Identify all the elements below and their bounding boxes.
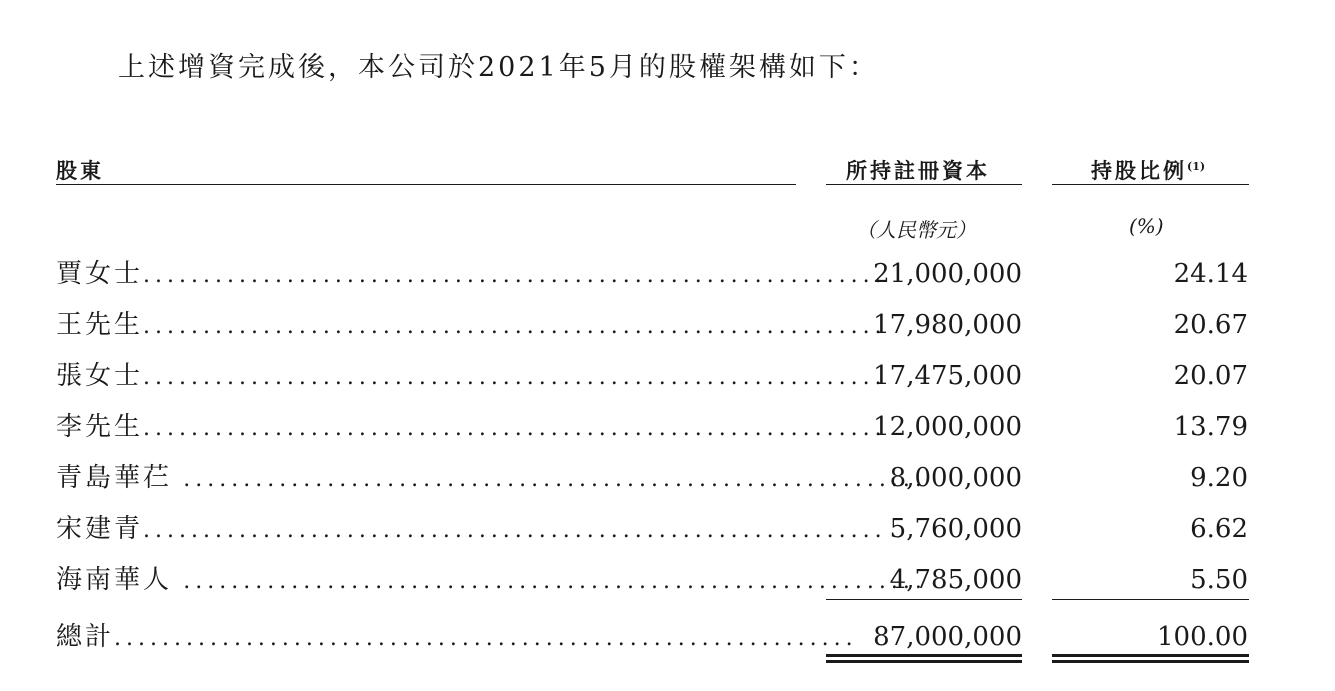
subtotal-rule-capital xyxy=(826,599,1022,600)
table-row xyxy=(0,560,1335,600)
row-name: 李先生 xyxy=(56,412,144,442)
header-rule-capital xyxy=(826,184,1022,185)
header-rule-shareholder xyxy=(56,184,796,185)
header-percent xyxy=(1091,155,1205,185)
leader-dots: .............................................................. xyxy=(143,263,887,288)
leader-dots: .............................................................. xyxy=(183,569,927,594)
leader-dots: .............................................................. xyxy=(183,467,927,492)
unit-percent: (%) xyxy=(1129,214,1164,238)
leader-dots: .............................................................. xyxy=(114,626,858,651)
row-capital: 12,000,000 xyxy=(873,412,1022,442)
footnote-marker: (1) xyxy=(1187,160,1206,173)
unit-capital: （人民幣元） xyxy=(856,218,976,242)
row-percent: 6.62 xyxy=(1190,514,1248,544)
leader-dots: .............................................................. xyxy=(143,314,887,339)
leader-dots: .............................................................. xyxy=(143,365,887,390)
row-percent: 5.50 xyxy=(1190,565,1248,595)
table-row xyxy=(0,356,1335,396)
row-percent: 13.79 xyxy=(1173,412,1248,442)
total-double-rule-percent xyxy=(1052,654,1249,663)
total-capital: 87,000,000 xyxy=(873,622,1022,652)
total-row xyxy=(0,617,1335,657)
row-name: 青島華芢 xyxy=(56,463,173,493)
header-capital: 所持註冊資本 xyxy=(846,158,990,183)
table-row xyxy=(0,407,1335,447)
row-capital: 4,785,000 xyxy=(889,565,1022,595)
table-row xyxy=(0,254,1335,294)
total-name: 總計 xyxy=(56,622,115,652)
row-percent: 24.14 xyxy=(1173,259,1248,289)
header-rule-percent xyxy=(1052,184,1249,185)
row-capital: 8,000,000 xyxy=(889,463,1022,493)
table-row xyxy=(0,305,1335,345)
intro-paragraph: 上述增資完成後，本公司於2021年5月的股權架構如下： xyxy=(118,52,879,83)
subtotal-rule-percent xyxy=(1052,599,1249,600)
row-percent: 20.67 xyxy=(1173,310,1248,340)
row-name: 王先生 xyxy=(56,310,144,340)
row-name: 宋建青 xyxy=(56,514,144,544)
row-name: 賈女士 xyxy=(56,259,144,289)
total-double-rule-capital xyxy=(826,654,1022,663)
row-capital: 5,760,000 xyxy=(889,514,1022,544)
leader-dots: .............................................................. xyxy=(143,416,887,441)
table-row xyxy=(0,458,1335,498)
leader-dots: .............................................................. xyxy=(143,518,887,543)
row-capital: 21,000,000 xyxy=(873,259,1022,289)
header-shareholder: 股東 xyxy=(56,158,104,183)
row-name: 海南華人 xyxy=(56,565,173,595)
row-capital: 17,980,000 xyxy=(873,310,1022,340)
row-percent: 9.20 xyxy=(1190,463,1248,493)
row-percent: 20.07 xyxy=(1173,361,1248,391)
table-row xyxy=(0,509,1335,549)
row-capital: 17,475,000 xyxy=(873,361,1022,391)
header-percent-label: 持股比例 xyxy=(1091,158,1187,183)
row-name: 張女士 xyxy=(56,361,144,391)
total-percent: 100.00 xyxy=(1157,622,1248,652)
